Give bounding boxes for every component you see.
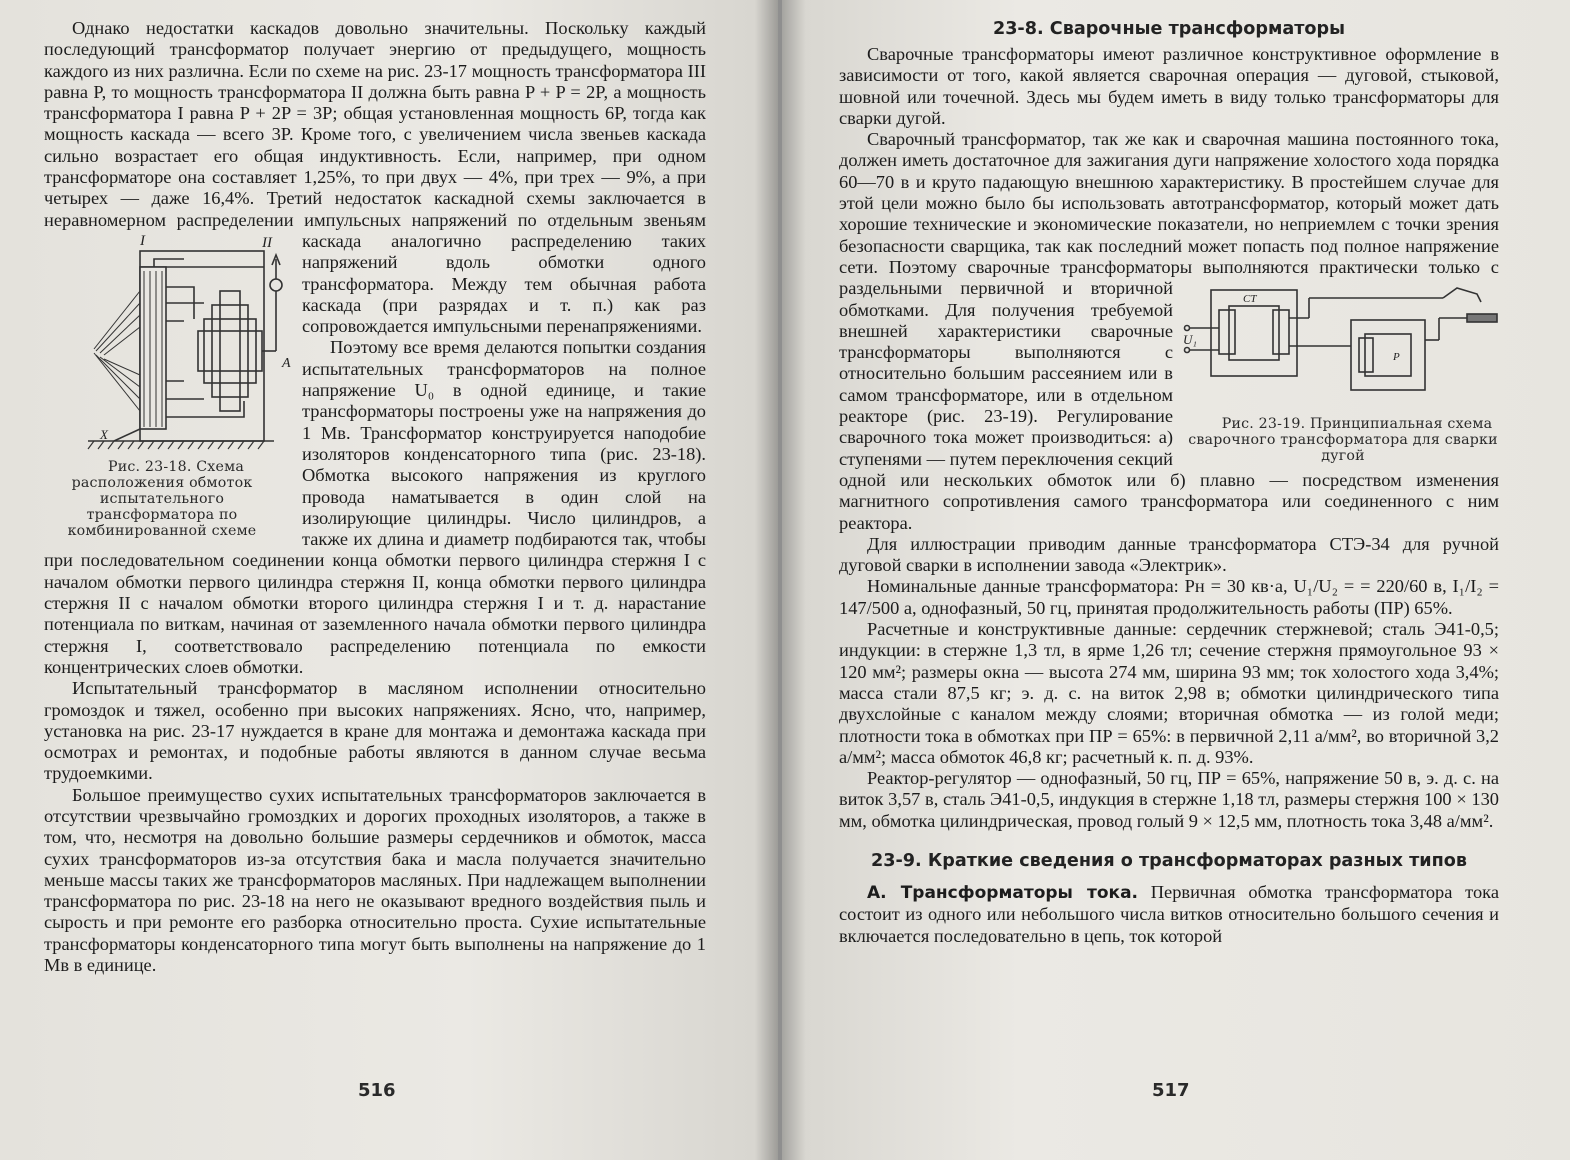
page-number-left: 516: [358, 1080, 396, 1101]
left-paragraph-2: Поэтому все время делаются попытки создания испытательных трансформаторов на полное напряжение U₀ в одной единице, и такие трансформаторы построены уже на напряжения до 1 Мв. Трансформатор конструируется наподобие изоляторов конденсаторного типа (рис. 23-18). Обмотка высокого напряжения из круглого провода наматывается в один слой на изолирующие цилиндры. Число цилиндров, а также их длина и диаметр подбираются так, чтобы при последовательном соединении конца обмотки первого цилиндра стержня I с началом обмотки первого цилиндра стержня II, конца обмотки первого цилиндра стержня II с началом обмотки второго цилиндра стержня I и т. д. нарастание потенциала по виткам, начиная от заземленного начала обмотки первого цилиндра стержня I, соответствовало распределению потенциала по емкости концентрических слоев обмотки.: [44, 337, 706, 677]
right-text-column: [839, 18, 1499, 947]
right-paragraph-2: Сварочный трансформатор, так же как и сварочная машина постоянного тока, должен иметь достаточное для зажигания дуги напряжение холостого хода порядка 60—70 в и круто падающую внешнюю характеристику. В простейшем случае для этой цели можно было бы использовать автотрансформатор, который может дать хорошие технические и экономические показатели, но неприемлем с точки зрения безопасности сварщика, так как последний может попасть под полное напряжение сети. Поэтому сварочные трансформаторы СТ U₁ P Рис. 23-19. Принципиальная схема сварочного трансформатора для сварки дугой выполняются практически только с раздельными первичной и вторичной обмотками. Для получения требуемой внешней характеристики сварочные трансформаторы выполняются с относительно большим рассеянием или в самом трансформаторе, или в отдельном реакторе (рис. 23-19). Регулирование сварочного тока может производиться: а) ступенями — путем переключения секций одной или нескольких обмоток или б) плавно — посредством изменения магнитного сопротивления самого трансформатора или соединенного с ним реактора.: [839, 129, 1499, 533]
figure-23-18-caption: Рис. 23-18. Схема расположения обмоток испытательного трансформатора по комбинированной схеме: [67, 458, 257, 539]
section-heading-23-8: 23-8. Сварочные трансформаторы: [992, 19, 1346, 39]
label-I: I: [140, 232, 145, 249]
page-number-right: 517: [1152, 1080, 1190, 1101]
label-U1: U₁: [1183, 332, 1197, 348]
label-A: A: [282, 355, 291, 371]
label-CT: СТ: [1243, 293, 1257, 306]
right-paragraph-1: Сварочные трансформаторы имеют различное конструктивное оформление в зависимости от того, какой является сварочная операция — дуговой, стыковой, шовной или точечной. Здесь мы будем иметь в виду только трансформаторы для сварки дугой.: [839, 44, 1499, 128]
right-paragraph-6: Реактор-регулятор — однофазный, 50 гц, ПР = 65%, напряжение 50 в, э. д. с. на виток 3,57 в, сталь Э41-0,5, индукция в стержне 1,18 тл, размеры стержня 100 × 130 мм, обмотка цилиндрическая, провод голый 9 × 12,5 мм, плотность тока 3,48 а/мм².: [839, 768, 1499, 831]
right-page: [782, 0, 1570, 1160]
label-II: II: [262, 234, 272, 251]
right-paragraph-5: Расчетные и конструктивные данные: сердечник стержневой; сталь Э41-0,5; индукции: в стержне 1,3 тл, в ярме 1,26 тл; сечение стержня прямоугольное 93 × 120 мм²; размеры окна — высота 274 мм, ширина 93 мм; ток холостого хода 3,4%; масса стали 87,5 кг; э. д. с. на виток 2,98 в; обмотки цилиндрического типа двухслойные с каналом между слоями; вторичная обмотка — из голой меди; плотности тока в обмотках при ПР = 65%: в первичной 2,11 а/мм², во вторичной 3,2 а/мм²; масса обмоток 46,8 кг; расчетный к. п. д. 93%.: [839, 619, 1499, 767]
left-text-column: [44, 18, 706, 976]
label-X: X: [100, 426, 108, 442]
right-paragraph-3: Для иллюстрации приводим данные трансформатора СТЭ-34 для ручной дуговой сварки в исполнении завода «Электрик».: [839, 533, 1499, 576]
figure-23-19-caption: Рис. 23-19. Принципиальная схема сварочного трансформатора для сварки дугой: [1188, 416, 1498, 465]
item-a-title: А. Трансформаторы тока.: [867, 882, 1138, 903]
item-a-text: Первичная обмотка трансформатора тока состоит из одного или небольшого числа витков относительно большого сечения и включается последовательно в цепь, ток которой: [839, 881, 1499, 946]
section-heading-23-9: 23-9. Краткие сведения о трансформаторах разных типов: [871, 850, 1467, 871]
left-paragraph-3: Испытательный трансформатор в масляном исполнении относительно громоздок и тяжел, особенно при высоких напряжениях. Ясно, что, например, установка на рис. 23-17 нуждается в кране для монтажа и демонтажа каскада при осмотрах и ремонтах, и подобные работы являются в данном случае весьма трудоемкими.: [44, 678, 706, 784]
figure-23-18: [44, 231, 294, 549]
welding-transformer-diagram: [1181, 278, 1499, 414]
left-paragraph-4: Большое преимущество сухих испытательных трансформаторов заключается в отсутствии чрезвычайно громоздких и дорогих проходных изоляторов, а также в том, что, несмотря на довольно большие размеры сердечников и обмоток, масса сухих трансформаторов из-за отсутствия бака и масла получается значительно меньше массы таких же трансформаторов масляных. При надлежащем выполнении трансформатора по рис. 23-18 на него не оказывают вредного воздействия пыль и сырость и при ремонте его разборка относительно проста. Сухие испытательные трансформаторы конденсаторного типа могут быть выполнены на напряжение до 1 Мв в единице.: [44, 784, 706, 976]
item-a-paragraph: [839, 882, 1499, 947]
figure-23-19: [1181, 278, 1499, 468]
transformer-windings-diagram: [44, 231, 294, 461]
left-page: [0, 0, 778, 1160]
right-paragraph-4: Номинальные данные трансформатора: Pн = 30 кв·а, U₁/U₂ = = 220/60 в, I₁/I₂ = 147/500 а, однофазный, 50 гц, принятая продолжительность работы (ПР) 65%.: [839, 576, 1499, 618]
label-P: P: [1393, 351, 1400, 364]
left-paragraph-1: Однако недостатки каскадов довольно значительны. Поскольку каждый последующий трансформатор получает энергию от предыдущего, мощность каждого из них различна. Если по схеме на рис. 23-17 мощность трансформатора III равна P, то мощность трансформатора II должна быть равна P + P = 2P, а мощность трансформатора I равна P + 2P = 3P; общая установленная мощность 6P, тогда как мощность каскада — всего 3P. Кроме того, с увеличением числа звеньев каскада сильно возрастает его общая индуктивность. Если, например, при одном трансформаторе она составляет 1,25%, то при двух — 4%, при трех — 9%, а при четырех — даже 16,4%. Третий недостаток каскадной схемы заключается в неравномерном распределении импульсных напряжений по отдельным звеньям каскада ана I II A X Рис. 23-18. Схема расположения обмоток испытательного трансформатора по комбинированной схеме логично распределению таких напряжений вдоль обмотки одного трансформатора. Между тем обычная работа каскада (при разрядах и т. п.) как раз сопровождается импульсными перенапряжениями.: [44, 18, 706, 337]
